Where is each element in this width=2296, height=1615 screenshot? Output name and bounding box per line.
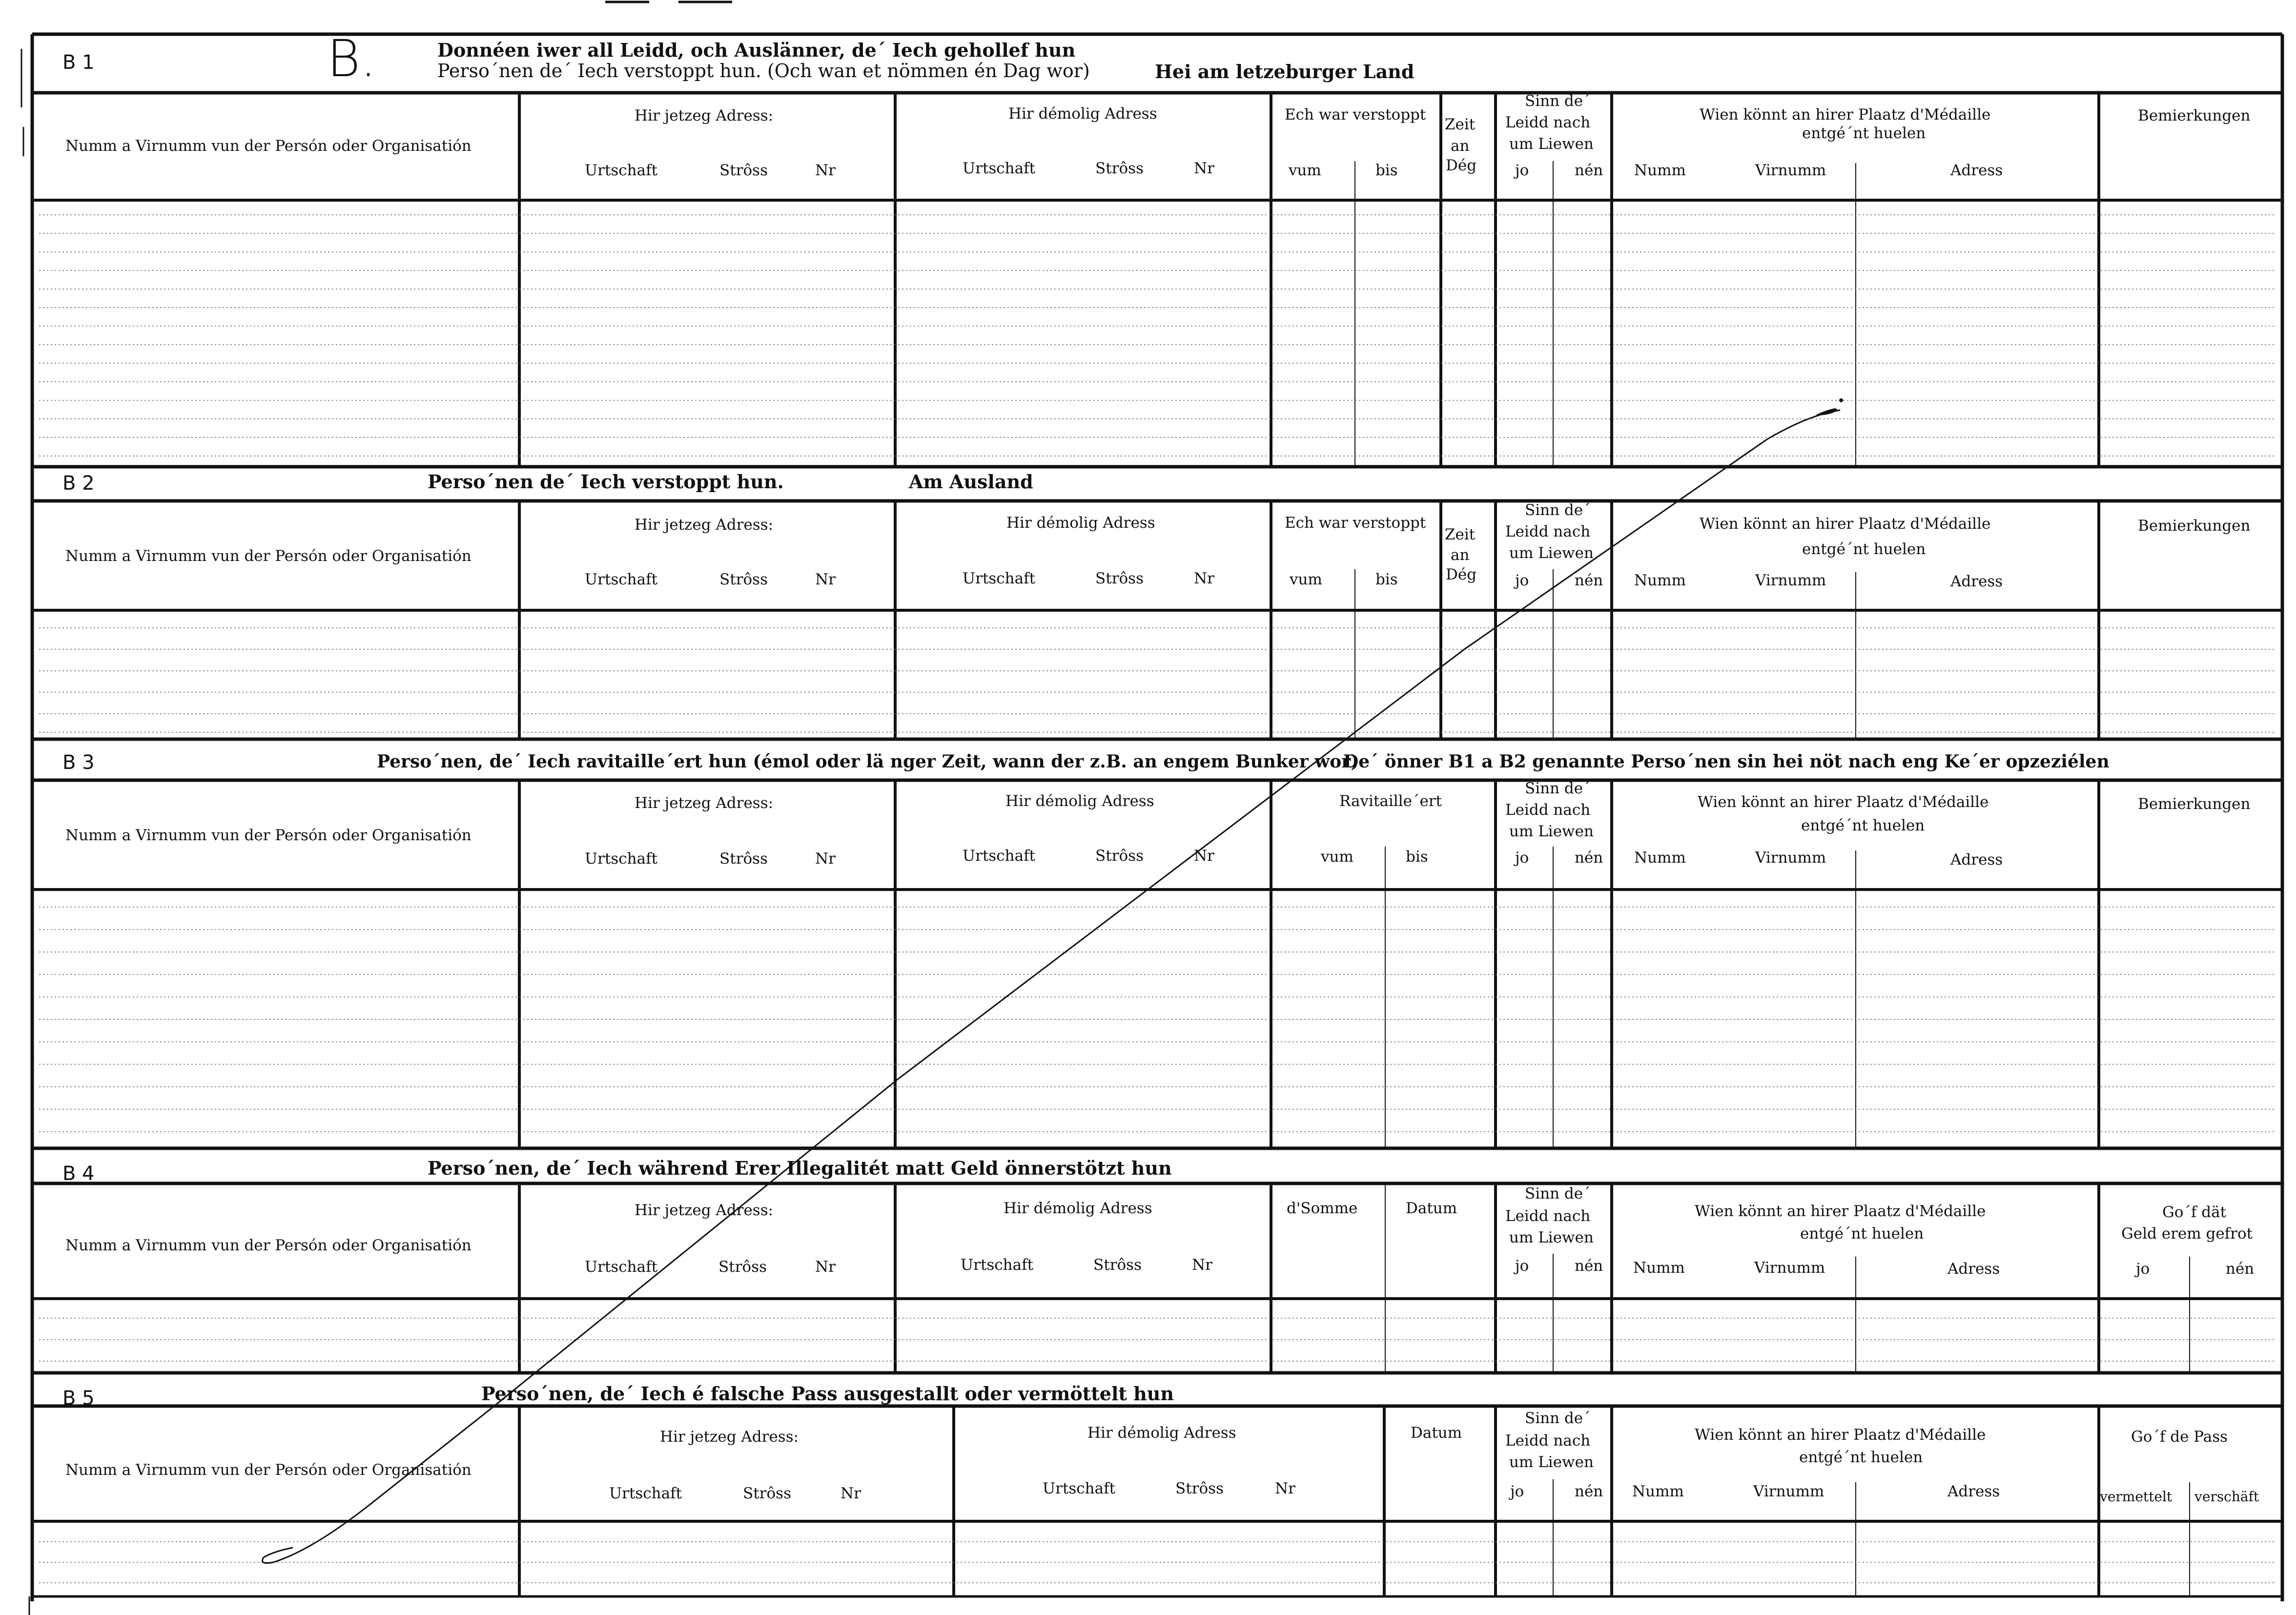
b5-sinn-line2: Leidd nach <box>1505 1432 1591 1449</box>
section-code-b4: B 4 <box>62 1162 95 1185</box>
b2-current-urtschaft-label: Urtschaft <box>585 571 658 588</box>
b2-title: Perso´nen de´ Iech verstoppt hun. <box>428 471 784 493</box>
b2-old-stross-label: Strôss <box>1095 570 1144 587</box>
b1-sinn-line2: Leidd nach <box>1505 114 1591 131</box>
b1-current-nr-label: Nr <box>815 162 836 179</box>
b1-adress-label: Adress <box>1950 162 2003 179</box>
b1-bis-label: bis <box>1375 162 1398 179</box>
section-code-b2: B 2 <box>62 472 95 495</box>
b2-name-column-header: Numm a Virnumm vun der Persón oder Organisatión <box>65 547 472 565</box>
b3-sinn-line2: Leidd nach <box>1505 801 1591 819</box>
b3-sinn-line1: Sinn de´ <box>1525 780 1591 797</box>
b4-old-stross-label: Strôss <box>1093 1256 1142 1274</box>
b1-old-nr-label: Nr <box>1194 160 1214 177</box>
b5-current-stross-label: Strôss <box>743 1485 791 1502</box>
b2-zeit-line2: an <box>1451 546 1470 564</box>
b4-amount-header: d'Somme <box>1287 1200 1358 1217</box>
b1-jo-label: jo <box>1515 162 1529 179</box>
b3-vum-label: vum <box>1321 848 1353 866</box>
b4-current-urtschaft-label: Urtschaft <box>585 1258 658 1276</box>
b5-old-nr-label: Nr <box>1275 1480 1295 1497</box>
b5-old-address-header: Hir démolig Adress <box>1087 1424 1236 1442</box>
b4-virnumm-label: Virnumm <box>1754 1259 1825 1277</box>
b4-sinn-line3: um Liewen <box>1509 1229 1594 1246</box>
b3-provisioned-header: Ravitaille´ert <box>1339 792 1442 810</box>
b3-old-urtschaft-label: Urtschaft <box>963 847 1036 865</box>
b3-nen-label: nén <box>1575 849 1603 867</box>
b3-virnumm-label: Virnumm <box>1755 849 1826 867</box>
b1-zeit-line3: Dég <box>1446 157 1477 174</box>
b3-current-nr-label: Nr <box>815 850 836 868</box>
b5-name-column-header: Numm a Virnumm vun der Persón oder Organisatión <box>65 1461 472 1479</box>
b4-sinn-line1: Sinn de´ <box>1525 1185 1591 1202</box>
b3-current-urtschaft-label: Urtschaft <box>585 850 658 868</box>
b4-money-nen-label: nén <box>2226 1260 2255 1278</box>
b5-title: Perso´nen, de´ Iech é falsche Pass ausgestallt oder vermöttelt hun <box>481 1383 1174 1405</box>
b2-bis-label: bis <box>1375 571 1398 588</box>
b3-name-column-header: Numm a Virnumm vun der Persón oder Organisatión <box>65 827 472 844</box>
b3-current-stross-label: Strôss <box>719 850 768 868</box>
b5-current-address-header: Hir jetzeg Adress: <box>660 1428 799 1446</box>
b1-title-line1: Donnéen iwer all Leidd, och Auslänner, de´ Iech gehollef hun <box>437 39 1076 61</box>
b1-old-stross-label: Strôss <box>1095 160 1144 177</box>
b2-old-nr-label: Nr <box>1194 570 1214 587</box>
b3-old-address-header: Hir démolig Adress <box>1005 792 1154 810</box>
b4-money-returned-line1: Go´f dät <box>2162 1203 2227 1221</box>
section-code-b5: B 5 <box>62 1387 95 1409</box>
b5-pass-given-header: Go´f de Pass <box>2131 1428 2228 1446</box>
b5-current-urtschaft-label: Urtschaft <box>609 1485 682 1502</box>
b2-nen-label: nén <box>1575 572 1603 589</box>
b2-current-stross-label: Strôss <box>719 571 768 588</box>
b3-adress-label: Adress <box>1950 851 2003 869</box>
b4-name-column-header: Numm a Virnumm vun der Persón oder Organisatión <box>65 1237 472 1254</box>
b5-mediated-label: vermettelt <box>2100 1489 2173 1505</box>
b2-jo-label: jo <box>1515 572 1529 589</box>
b1-sinn-line1: Sinn de´ <box>1525 92 1591 110</box>
b1-zeit-line2: an <box>1451 137 1470 155</box>
b3-remarks-header: Bemierkungen <box>2138 795 2251 813</box>
b1-old-urtschaft-label: Urtschaft <box>963 160 1036 177</box>
b3-jo-label: jo <box>1515 849 1529 867</box>
b4-date-header: Datum <box>1406 1200 1457 1217</box>
b3-title: Perso´nen, de´ Iech ravitaille´ert hun (émol oder lä nger Zeit, wann der z.B. an engem Bunker wor) <box>377 751 1359 772</box>
b1-hidden-header: Ech war verstoppt <box>1285 106 1426 124</box>
b2-medal-header-line1: Wien könnt an hirer Plaatz d'Médaille <box>1700 515 1991 533</box>
b1-name-column-header: Numm a Virnumm vun der Persón oder Organisatión <box>65 137 472 155</box>
b1-numm-label: Numm <box>1634 162 1686 179</box>
b1-zeit-line1: Zeit <box>1445 116 1476 133</box>
b1-current-address-header: Hir jetzeg Adress: <box>635 107 774 124</box>
b4-title: Perso´nen, de´ Iech während Erer Illegalitét matt Geld önnerstötzt hun <box>428 1157 1172 1179</box>
b5-sinn-line3: um Liewen <box>1509 1453 1594 1471</box>
b5-procured-label: verschäft <box>2194 1489 2259 1505</box>
b2-remarks-header: Bemierkungen <box>2138 517 2251 535</box>
b1-current-urtschaft-label: Urtschaft <box>585 162 658 179</box>
b4-jo-label: jo <box>1515 1257 1529 1275</box>
b2-vum-label: vum <box>1290 571 1322 588</box>
b2-old-address-header: Hir démolig Adress <box>1006 514 1155 532</box>
b4-adress-label: Adress <box>1948 1260 2000 1278</box>
b1-sinn-line3: um Liewen <box>1509 135 1594 153</box>
b4-current-stross-label: Strôss <box>718 1258 767 1276</box>
b5-medal-header-line1: Wien könnt an hirer Plaatz d'Médaille <box>1695 1426 1986 1444</box>
b3-bis-label: bis <box>1406 848 1428 866</box>
b3-old-stross-label: Strôss <box>1095 847 1144 865</box>
b1-medal-header-line1: Wien könnt an hirer Plaatz d'Médaille <box>1700 106 1991 124</box>
b2-title-right: Am Ausland <box>909 471 1033 493</box>
b4-sinn-line2: Leidd nach <box>1505 1207 1591 1225</box>
b1-remarks-header: Bemierkungen <box>2138 107 2251 124</box>
b2-sinn-line2: Leidd nach <box>1505 523 1591 540</box>
b2-sinn-line3: um Liewen <box>1509 544 1594 562</box>
b3-sinn-line3: um Liewen <box>1509 823 1594 840</box>
b2-zeit-line1: Zeit <box>1445 526 1476 543</box>
b4-old-address-header: Hir démolig Adress <box>1004 1200 1152 1217</box>
b5-nen-label: nén <box>1575 1483 1603 1500</box>
b4-money-returned-line2: Geld erem gefrot <box>2121 1225 2253 1242</box>
b2-zeit-line3: Dég <box>1446 566 1477 583</box>
b3-medal-header-line1: Wien könnt an hirer Plaatz d'Médaille <box>1698 793 1989 811</box>
b2-old-urtschaft-label: Urtschaft <box>963 570 1036 587</box>
b1-nen-label: nén <box>1575 162 1603 179</box>
b2-hidden-header: Ech war verstoppt <box>1285 514 1426 532</box>
b3-title-right: De´ önner B1 a B2 genannte Perso´nen sin hei nöt nach eng Ke´er opzeziélen <box>1343 751 2110 772</box>
b2-virnumm-label: Virnumm <box>1755 572 1826 589</box>
b1-title-line2: Perso´nen de´ Iech verstoppt hun. (Och wan et nömmen én Dag wor) <box>437 60 1090 82</box>
b2-current-address-header: Hir jetzeg Adress: <box>635 516 774 534</box>
b5-jo-label: jo <box>1510 1483 1524 1500</box>
section-code-b3: B 3 <box>62 751 95 774</box>
b4-numm-label: Numm <box>1633 1259 1685 1277</box>
b2-medal-header-line2: entgé´nt huelen <box>1802 540 1926 558</box>
b1-current-stross-label: Strôss <box>719 162 768 179</box>
b4-medal-header-line2: entgé´nt huelen <box>1800 1225 1924 1242</box>
b5-date-header: Datum <box>1411 1424 1462 1442</box>
b4-medal-header-line1: Wien könnt an hirer Plaatz d'Médaille <box>1695 1202 1986 1220</box>
b5-old-stross-label: Strôss <box>1175 1480 1224 1497</box>
section-letter: B. <box>327 29 377 88</box>
b3-numm-label: Numm <box>1634 849 1686 867</box>
b1-medal-header-line2: entgé´nt huelen <box>1802 124 1926 142</box>
b5-current-nr-label: Nr <box>840 1485 861 1502</box>
b3-old-nr-label: Nr <box>1194 847 1214 865</box>
section-code-b1: B 1 <box>62 51 95 74</box>
b5-numm-label: Numm <box>1632 1483 1684 1500</box>
b2-numm-label: Numm <box>1634 572 1686 589</box>
b5-medal-header-line2: entgé´nt huelen <box>1799 1449 1923 1466</box>
b4-current-nr-label: Nr <box>815 1258 836 1276</box>
b2-sinn-line1: Sinn de´ <box>1525 501 1591 519</box>
b1-virnumm-label: Virnumm <box>1755 162 1826 179</box>
b4-current-address-header: Hir jetzeg Adress: <box>635 1201 774 1219</box>
b4-nen-label: nén <box>1575 1257 1603 1275</box>
b4-old-nr-label: Nr <box>1192 1256 1212 1274</box>
b4-old-urtschaft-label: Urtschaft <box>961 1256 1034 1274</box>
b4-money-jo-label: jo <box>2136 1260 2150 1278</box>
b1-vum-label: vum <box>1289 162 1321 179</box>
b5-virnumm-label: Virnumm <box>1753 1483 1824 1500</box>
b2-current-nr-label: Nr <box>815 571 836 588</box>
b3-current-address-header: Hir jetzeg Adress: <box>635 794 774 812</box>
b2-adress-label: Adress <box>1950 573 2003 590</box>
b5-old-urtschaft-label: Urtschaft <box>1043 1480 1116 1497</box>
b5-adress-label: Adress <box>1948 1483 2000 1500</box>
b1-title-line3: Hei am letzeburger Land <box>1155 61 1414 83</box>
b1-old-address-header: Hir démolig Adress <box>1008 105 1157 123</box>
b3-medal-header-line2: entgé´nt huelen <box>1801 817 1925 834</box>
b5-sinn-line1: Sinn de´ <box>1525 1409 1591 1427</box>
